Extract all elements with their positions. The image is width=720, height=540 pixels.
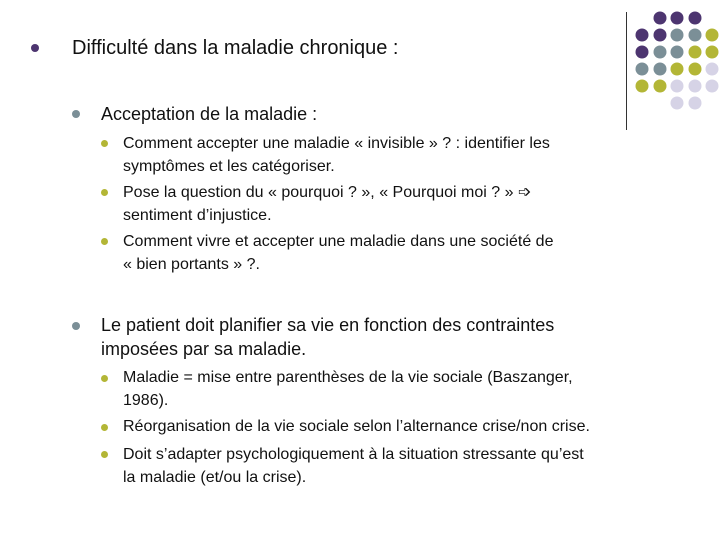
decorative-dot [706,63,719,76]
item-2-3-line-1: Doit s’adapter psychologiquement à la situation stressante qu’est [123,446,584,463]
section-2-bullet [72,322,80,330]
item-1-3-line-2: « bien portants » ?. [123,256,260,273]
decorative-dot [671,29,684,42]
item-2-3-line-2: la maladie (et/ou la crise). [123,469,307,486]
decorative-dot [706,80,719,93]
title-bullet [31,44,39,52]
decorative-dot [636,46,649,59]
item-2-2-bullet [101,424,108,431]
section-2-heading-line-1: Le patient doit planifier sa vie en fonction des contraintes [101,315,555,335]
decorative-dot [671,97,684,110]
item-1-1-bullet [101,140,108,147]
item-1-2-line-1: Pose la question du « pourquoi ? », « Pourquoi moi ? » ➩ [123,184,532,201]
decorative-dot [636,29,649,42]
decorative-dot [689,63,702,76]
item-2-2-line-1: Réorganisation de la vie sociale selon l’alternance crise/non crise. [123,418,590,435]
item-1-2-bullet [101,189,108,196]
decorative-dot [689,12,702,25]
decorative-dot [654,12,667,25]
section-1-heading: Acceptation de la maladie : [101,104,318,124]
decorative-dot [654,63,667,76]
item-2-3-bullet [101,451,108,458]
decorative-dot [689,29,702,42]
decorative-dot [636,63,649,76]
decorative-dot [671,80,684,93]
item-2-1-line-2: 1986). [123,392,169,409]
decorative-dot [706,29,719,42]
decorative-dot [689,80,702,93]
decorative-dot [636,80,649,93]
item-1-1-line-2: symptômes et les catégoriser. [123,158,335,175]
item-2-1-bullet [101,375,108,382]
section-2-heading-line-2: imposées par sa maladie. [101,339,307,359]
item-2-1-line-1: Maladie = mise entre parenthèses de la vie sociale (Baszanger, [123,369,573,386]
decorative-dot [654,80,667,93]
decorative-dot-grid [628,8,720,118]
item-1-1-line-1: Comment accepter une maladie « invisible » ? : identifier les [123,135,550,152]
decorative-dot [671,46,684,59]
decorative-dot [671,63,684,76]
slide-title: Difficulté dans la maladie chronique : [72,37,399,59]
decorative-dot [689,46,702,59]
item-1-3-bullet [101,238,108,245]
section-1-bullet [72,110,80,118]
decorative-dot [671,12,684,25]
decorative-vertical-line [626,12,627,130]
decorative-dot [689,97,702,110]
decorative-dot [654,46,667,59]
decorative-dot [706,46,719,59]
item-1-2-line-2: sentiment d’injustice. [123,207,272,224]
decorative-dot [654,29,667,42]
item-1-3-line-1: Comment vivre et accepter une maladie dans une société de [123,233,554,250]
